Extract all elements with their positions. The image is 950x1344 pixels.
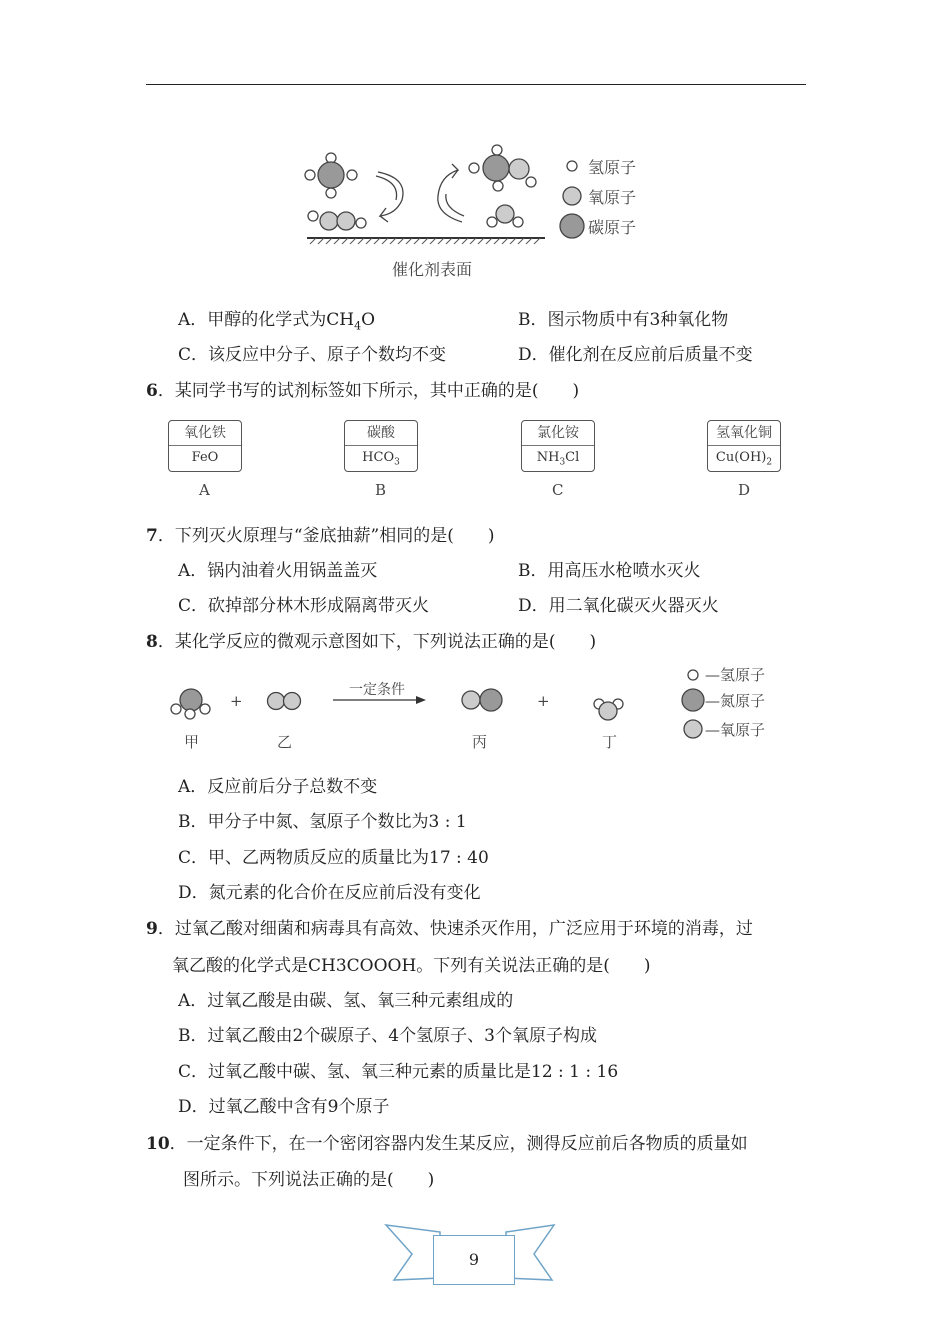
q7-stem: 7．下列灭火原理与“釜底抽薪”相同的是( ) <box>146 526 495 546</box>
page-number: 9 <box>433 1235 515 1285</box>
label-letter-a: A <box>199 481 210 499</box>
q7-option-d: D．用二氧化碳灭火器灭火 <box>518 596 719 616</box>
q8-option-a: A．反应前后分子总数不变 <box>178 777 378 797</box>
q6-stem: 6．某同学书写的试剂标签如下所示，其中正确的是( ) <box>146 381 580 401</box>
legend-n-label: —氮原子 <box>705 692 766 710</box>
legend-c-label: 碳原子 <box>588 218 637 237</box>
q9-stem-line2: 氧乙酸的化学式是CH3COOOH。下列有关说法正确的是( ) <box>172 956 651 976</box>
q7-option-b: B．用高压水枪喷水灭火 <box>518 561 701 581</box>
species-name-bing: 丙 <box>472 733 488 751</box>
figure1-caption: 催化剂表面 <box>392 260 473 279</box>
reagent-name: 氢氧化铜 <box>708 421 780 446</box>
species-name-jia: 甲 <box>184 733 200 751</box>
label-letter-b: B <box>375 481 387 499</box>
reagent-formula: $NH_3Cl$ <box>536 450 580 468</box>
legend-o-label: 氧原子 <box>588 188 637 207</box>
reagent-name: 碳酸 <box>345 421 417 446</box>
reagent-name: 氯化铵 <box>522 421 594 446</box>
species-name-ding: 丁 <box>602 733 618 751</box>
legend-o-label: —氧原子 <box>705 721 766 739</box>
q5-option-a: A．甲醇的化学式为$CH_4O$ <box>178 310 376 333</box>
q8-option-b: B．甲分子中氮、氢原子个数比为3 : 1 <box>178 812 467 832</box>
reagent-name: 氧化铁 <box>169 421 241 446</box>
q8-stem: 8．某化学反应的微观示意图如下，下列说法正确的是( ) <box>146 632 597 652</box>
label-letter-c: C <box>552 481 564 499</box>
q9-option-a: A．过氧乙酸是由碳、氢、氧三种元素组成的 <box>178 991 514 1011</box>
q8-option-d: D．氮元素的化合价在反应前后没有变化 <box>178 883 481 903</box>
reaction-condition: 一定条件 <box>349 682 405 698</box>
legend-h-label: 氢原子 <box>588 158 637 177</box>
q9-option-b: B．过氧乙酸由2个碳原子、4个氢原子、3个氧原子构成 <box>178 1026 597 1046</box>
plus-sign: + <box>230 692 243 710</box>
q5-option-c: C．该反应中分子、原子个数均不变 <box>178 345 447 365</box>
species-name-yi: 乙 <box>277 733 293 751</box>
q5-option-b: B．图示物质中有3种氧化物 <box>518 310 729 330</box>
q7-option-a: A．锅内油着火用锅盖盖灭 <box>178 561 378 581</box>
q7-option-c: C．砍掉部分林木形成隔离带灭火 <box>178 596 430 616</box>
plus-sign: + <box>537 692 550 710</box>
reagent-formula: FeO <box>191 450 219 465</box>
label-letter-d: D <box>738 481 751 499</box>
reagent-formula: $Cu(OH)_2$ <box>715 450 773 468</box>
q9-option-c: C．过氧乙酸中碳、氢、氧三种元素的质量比是12 : 1 : 16 <box>178 1062 619 1082</box>
q5-option-d: D．催化剂在反应前后质量不变 <box>518 345 753 365</box>
q10-stem-line2: 图所示。下列说法正确的是( ) <box>183 1170 435 1190</box>
q9-option-d: D．过氧乙酸中含有9个原子 <box>178 1097 390 1117</box>
q8-option-c: C．甲、乙两物质反应的质量比为17 : 40 <box>178 848 489 868</box>
q9-stem-line1: 9．过氧乙酸对细菌和病毒具有高效、快速杀灭作用，广泛应用于环境的消毒，过 <box>146 919 753 939</box>
legend-h-label: —氢原子 <box>705 666 766 684</box>
reagent-formula: $HCO_3$ <box>362 450 400 468</box>
q10-stem-line1: 10．一定条件下，在一个密闭容器内发生某反应，测得反应前后各物质的质量如 <box>146 1134 748 1154</box>
